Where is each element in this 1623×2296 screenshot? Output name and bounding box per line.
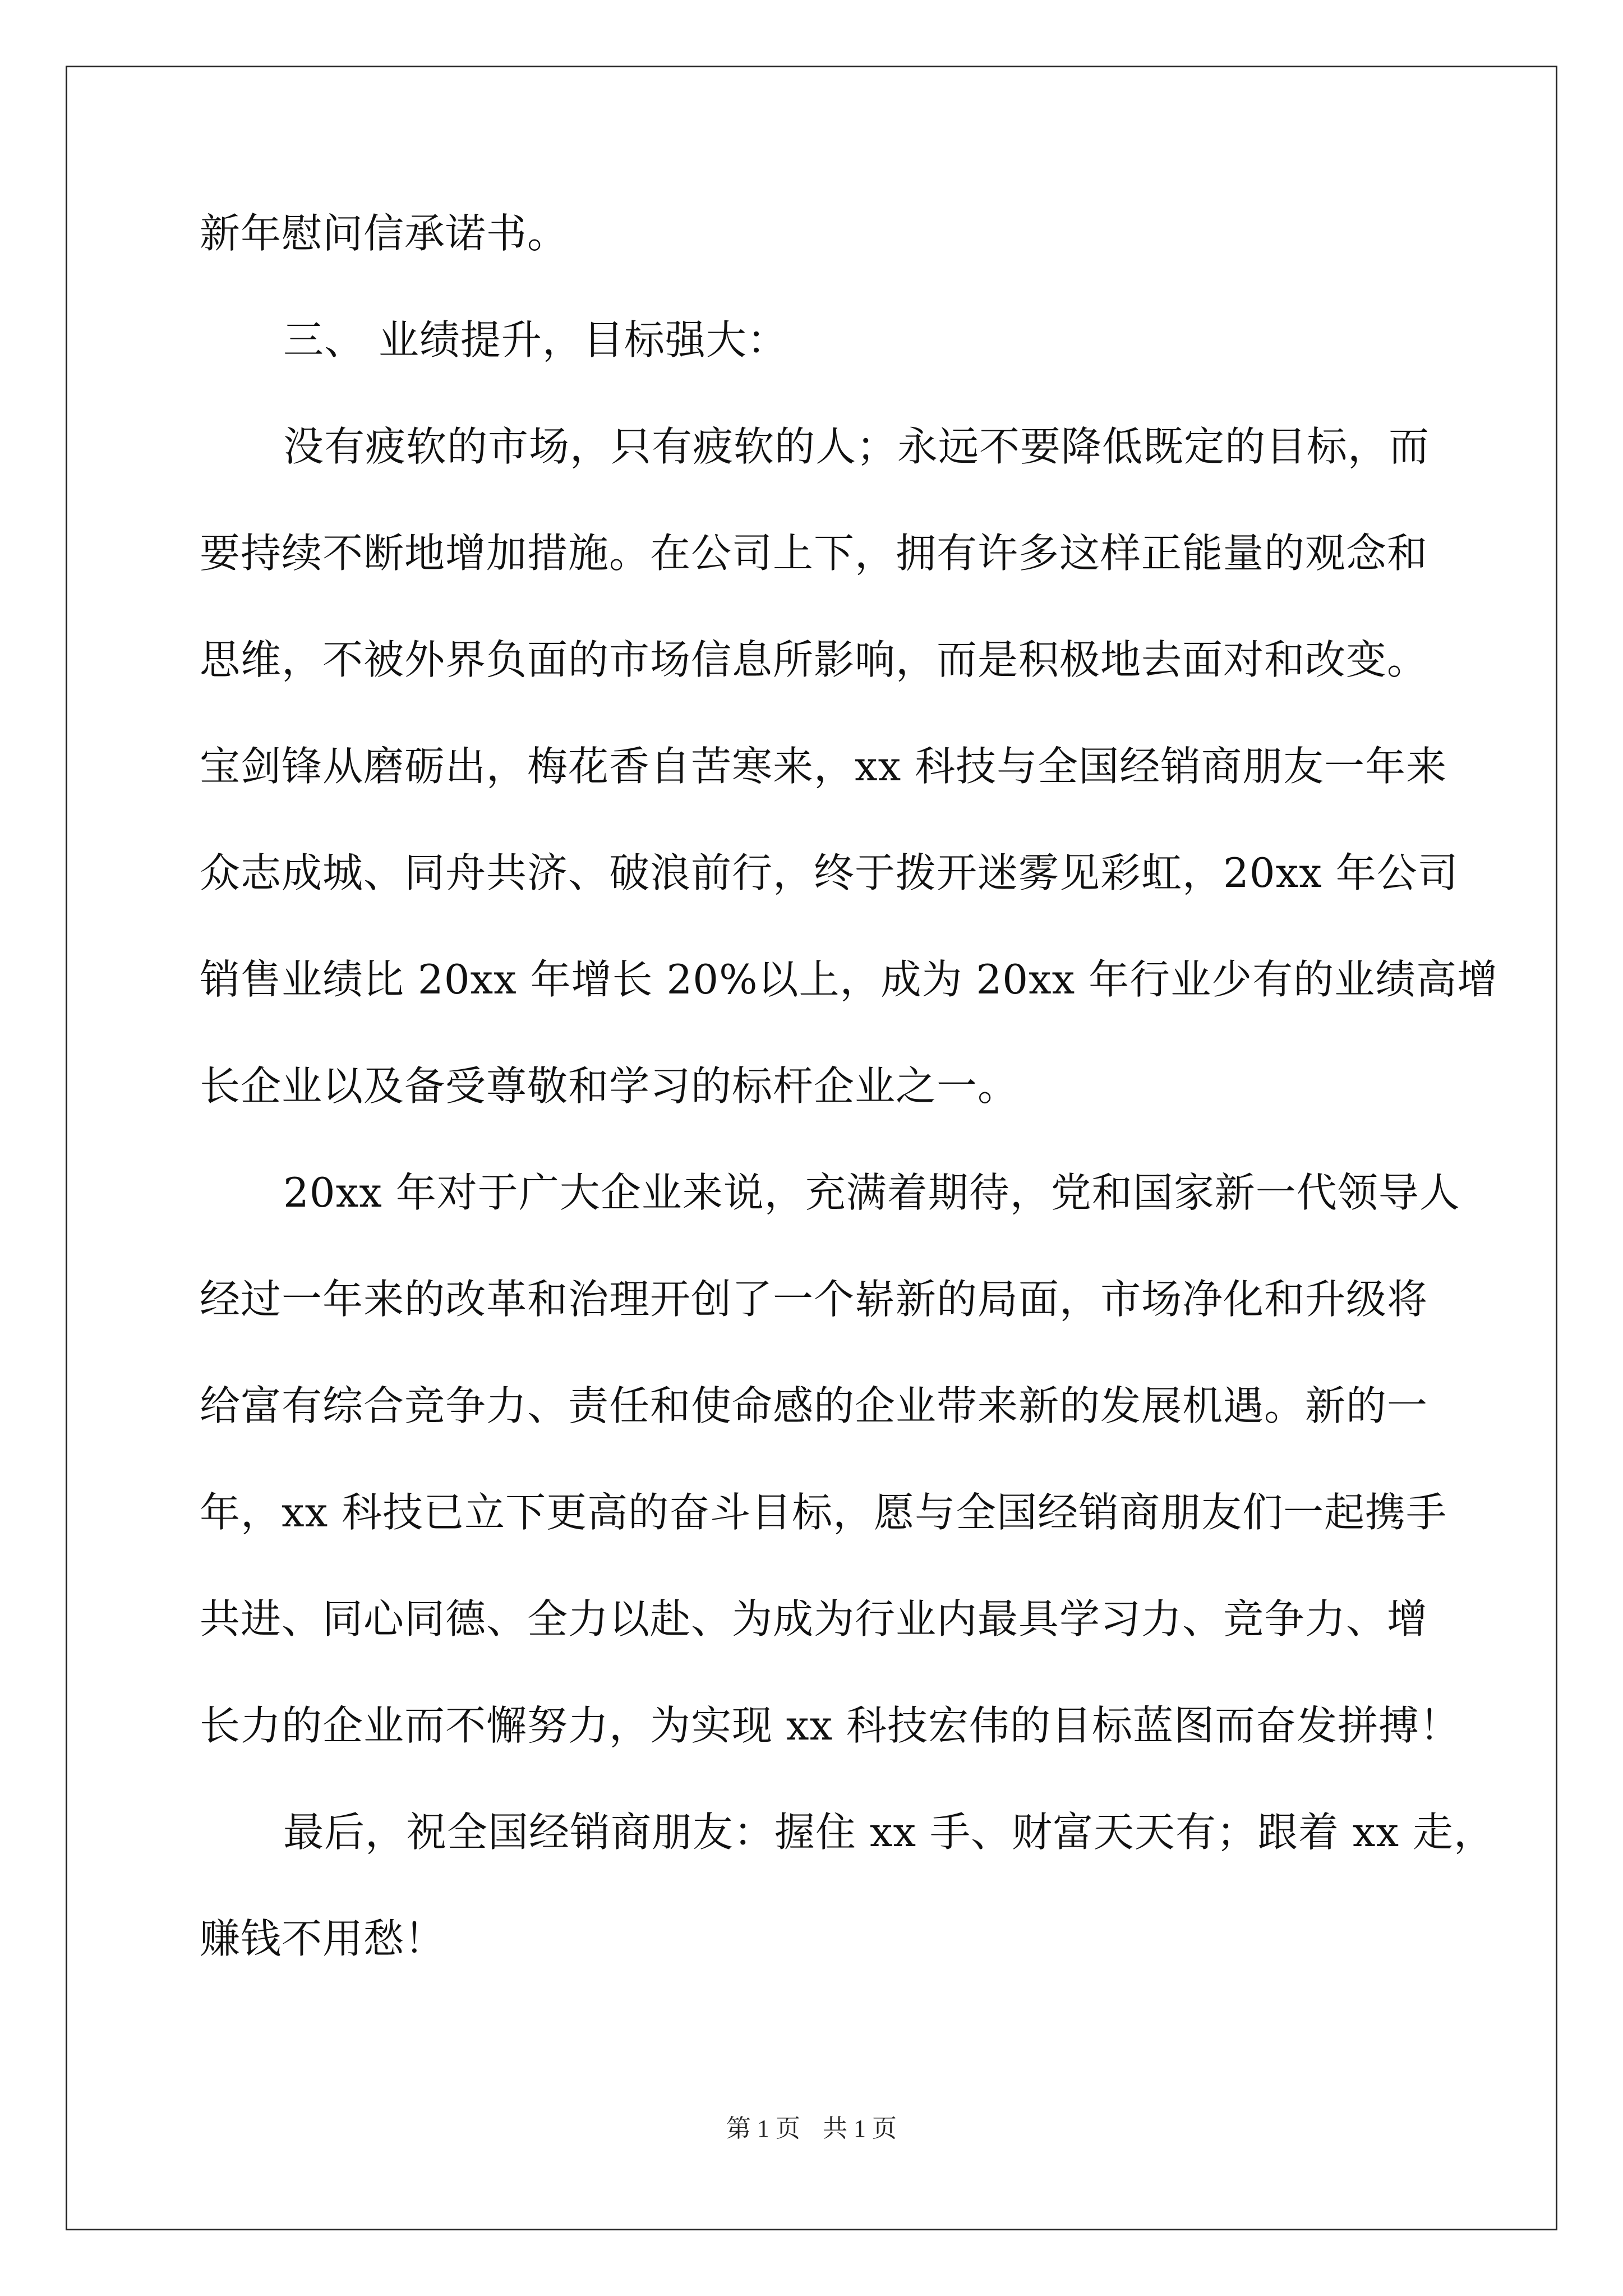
body-line-17: 赚钱不用愁！ xyxy=(200,1915,446,1962)
section-heading: 三、 业绩提升，目标强大： xyxy=(283,316,788,364)
body-line-15: 长力的企业而不懈努力，为实现 xx 科技宏伟的目标蓝图而奋发拼搏！ xyxy=(200,1702,1460,1749)
body-line-10: 20xx 年对于广大企业来说，充满着期待，党和国家新一代领导人 xyxy=(283,1169,1460,1216)
body-line-7: 众志成城、同舟共济、破浪前行，终于拨开迷雾见彩虹，20xx 年公司 xyxy=(200,849,1459,896)
body-line-16: 最后，祝全国经销商朋友：握住 xx 手、财富天天有；跟着 xx 走， xyxy=(283,1809,1495,1856)
body-line-1: 新年慰问信承诺书。 xyxy=(200,210,569,257)
body-line-14: 共进、同心同德、全力以赴、为成为行业内最具学习力、竞争力、增 xyxy=(200,1595,1428,1642)
body-line-8: 销售业绩比 20xx 年增长 20%以上，成为 20xx 年行业少有的业绩高增 xyxy=(200,956,1498,1003)
page-number-current: 第 1 页 xyxy=(726,2115,800,2142)
page-number-total: 共 1 页 xyxy=(823,2115,897,2142)
body-line-6: 宝剑锋从磨砺出，梅花香自苦寒来，xx 科技与全国经销商朋友一年来 xyxy=(200,743,1447,790)
page-border xyxy=(66,66,1557,2230)
body-line-9: 长企业以及备受尊敬和学习的标杆企业之一。 xyxy=(200,1062,1019,1110)
body-line-4: 要持续不断地增加措施。在公司上下，拥有许多这样正能量的观念和 xyxy=(200,530,1428,577)
page-footer xyxy=(0,2112,1623,2146)
body-line-12: 给富有综合竞争力、责任和使命感的企业带来新的发展机遇。新的一 xyxy=(200,1382,1428,1429)
body-line-3: 没有疲软的市场，只有疲软的人；永远不要降低既定的目标，而 xyxy=(283,423,1430,470)
body-line-13: 年，xx 科技已立下更高的奋斗目标，愿与全国经销商朋友们一起携手 xyxy=(200,1489,1447,1536)
body-line-5: 思维，不被外界负面的市场信息所影响，而是积极地去面对和改变。 xyxy=(200,636,1428,683)
body-line-11: 经过一年来的改革和治理开创了一个崭新的局面，市场净化和升级将 xyxy=(200,1276,1428,1323)
